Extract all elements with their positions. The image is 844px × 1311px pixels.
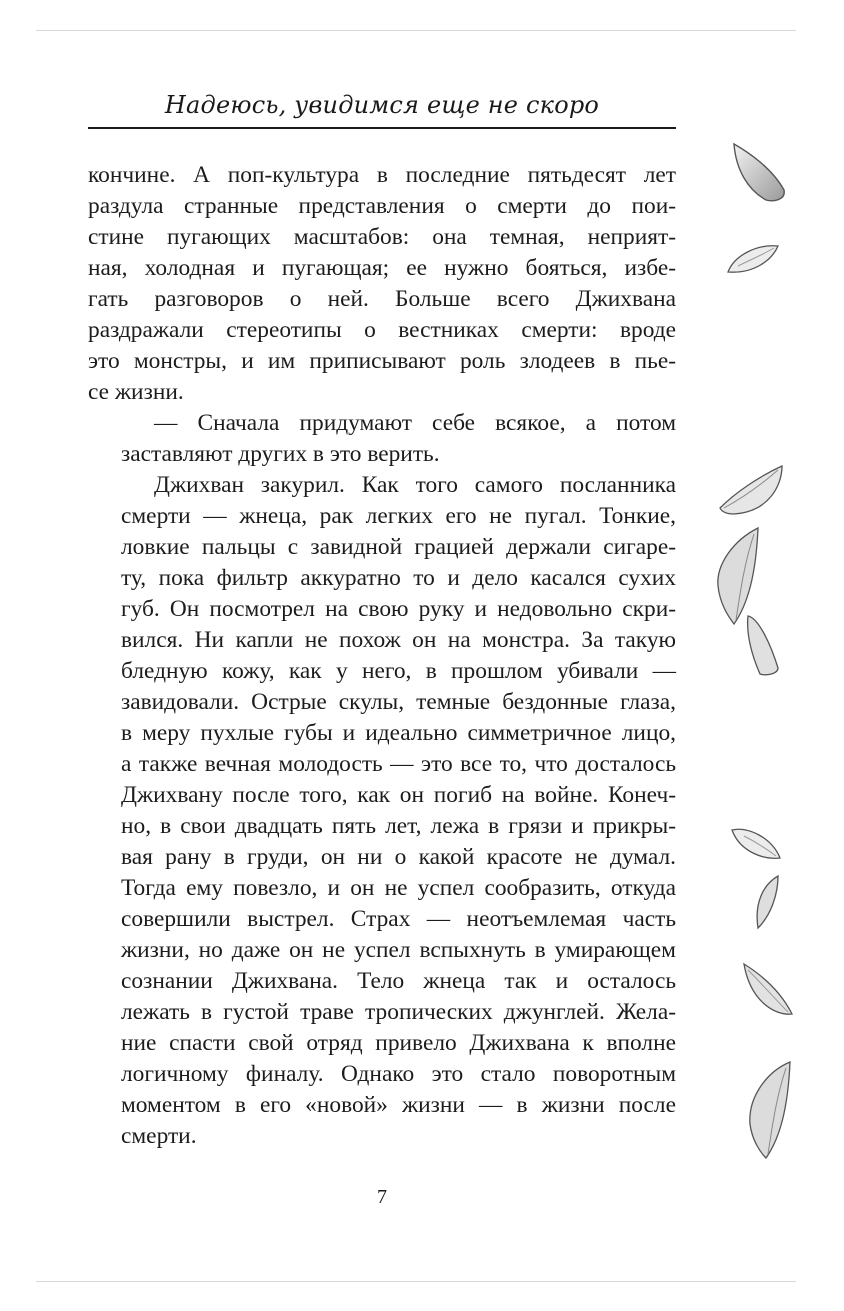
petal-icon	[744, 1058, 794, 1162]
text-line: а также вечная молодость — это все то, что досталось	[121, 751, 676, 777]
text-line: гать разговоров о ней. Больше всего Джихвана	[88, 286, 676, 312]
text-line: ние спасти свой отряд привело Джихвана к вполне	[121, 1030, 676, 1056]
page-bottom-border	[36, 1281, 796, 1282]
text-line: но, в свои двадцать пять лет, лежа в грязи и прикры-	[121, 813, 676, 839]
petal-icon	[724, 238, 782, 278]
text-line: бледную кожу, как у него, в прошлом убивали —	[121, 658, 676, 684]
body-text	[88, 160, 676, 1152]
petal-icon	[716, 462, 786, 522]
text-line: Джихвану после того, как он погиб на войне. Конеч-	[121, 782, 676, 808]
text-line: заставляют других в это верить.	[121, 441, 440, 467]
text-line: кончине. А поп-культура в последние пятьдесят лет	[88, 162, 676, 188]
header-rule	[88, 127, 676, 129]
page-number: 7	[377, 1186, 387, 1208]
running-head: Надеюсь, увидимся еще не скоро	[164, 91, 600, 119]
petal-icon	[740, 960, 796, 1020]
text-line: смерти — жнеца, рак легких его не пугал. Тонкие,	[121, 503, 676, 529]
text-line: ту, пока фильтр аккуратно то и дело касался сухих	[121, 565, 676, 591]
text-line: это монстры, и им приписывают роль злодеев в пье-	[88, 348, 676, 374]
text-line: ловкие пальцы с завидной грацией держали сигаре-	[121, 534, 676, 560]
text-line: Джихван закурил. Как того самого посланника	[154, 472, 676, 498]
page-top-border	[36, 30, 796, 31]
petal-icon	[728, 140, 790, 206]
paragraph-dialogue	[88, 408, 676, 470]
text-line: в меру пухлые губы и идеально симметричное лицо,	[121, 720, 676, 746]
text-line: вая рану в груди, он ни о какой красоте не думал.	[121, 844, 676, 870]
text-line: моментом в его «новой» жизни — в жизни после	[121, 1092, 676, 1118]
text-line: сознании Джихвана. Тело жнеца так и осталось	[121, 968, 676, 994]
text-line: губ. Он посмотрел на свою руку и недовольно скри-	[121, 596, 676, 622]
paragraph	[88, 470, 676, 1152]
text-line: лежать в густой траве тропических джунглей. Жела-	[121, 999, 676, 1025]
text-line: — Сначала придумают себе всякое, а потом	[154, 410, 676, 436]
text-line: смерти.	[121, 1123, 197, 1149]
petal-icon	[750, 872, 782, 932]
text-line: логичному финалу. Однако это стало поворотным	[121, 1061, 676, 1087]
petal-icon	[728, 824, 784, 864]
text-line: завидовали. Острые скулы, темные бездонные глаза,	[121, 689, 676, 715]
text-line: се жизни.	[88, 379, 184, 405]
paragraph	[88, 160, 676, 408]
petal-icon	[742, 612, 782, 678]
text-line: стине пугающих масштабов: она темная, неприят-	[88, 224, 676, 250]
text-line: ная, холодная и пугающая; ее нужно бояться, избе-	[88, 255, 676, 281]
text-line: раздражали стереотипы о вестниках смерти: вроде	[88, 317, 676, 343]
text-line: Тогда ему повезло, и он не успел сообразить, откуда	[121, 875, 676, 901]
text-line: вился. Ни капли не похож он на монстра. За такую	[121, 627, 676, 653]
text-line: жизни, но даже он не успел вспыхнуть в умирающем	[121, 937, 676, 963]
text-line: совершили выстрел. Страх — неотъемлемая часть	[121, 906, 676, 932]
text-line: раздула странные представления о смерти до пои-	[88, 193, 676, 219]
